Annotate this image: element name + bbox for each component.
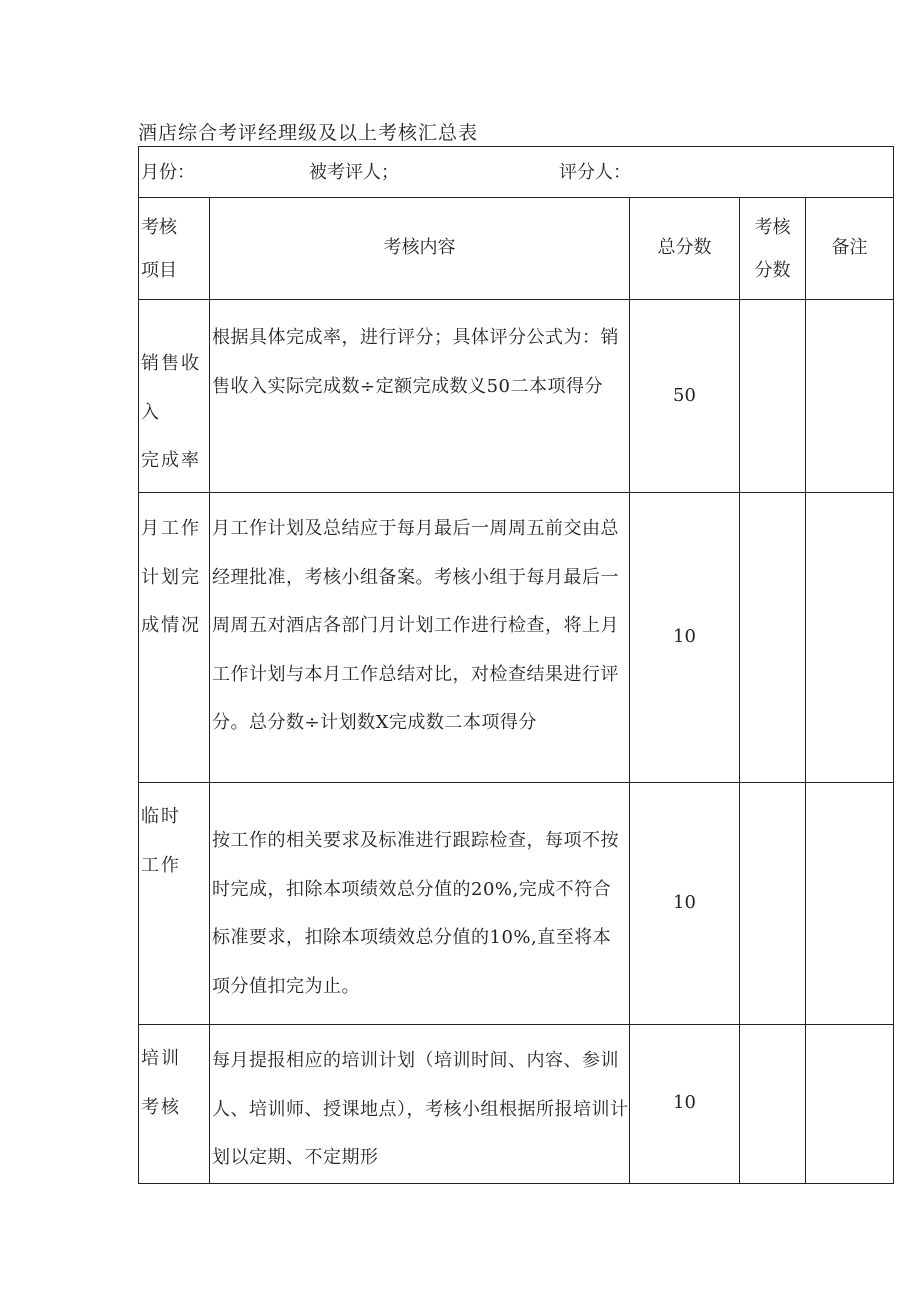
header-item-cell (139, 198, 210, 300)
item-line: 销售收 (141, 353, 201, 374)
item-line: 培训 (141, 1048, 181, 1069)
content-cell (210, 493, 630, 783)
content-cell (210, 300, 630, 493)
assessment-table (138, 146, 894, 1184)
item-cell (139, 300, 210, 493)
header-content-cell (210, 198, 630, 300)
table-row (139, 300, 894, 493)
scorer-label: 评分人： (559, 162, 631, 183)
score-cell (740, 300, 806, 493)
header-item-line2: 项目 (141, 260, 177, 282)
item-cell (139, 493, 210, 783)
total-score: 10 (673, 1092, 696, 1114)
content-cell (210, 1025, 630, 1184)
content-text: 按工作的相关要求及标准进行跟踪检查，每项不按时完成，扣除本项绩效总分值的20%,完成不符合标准要求，扣除本项绩效总分值的10%,直至将本项分值扣完为止。 (212, 830, 619, 997)
header-total-cell (630, 198, 740, 300)
item-line: 月工作 (141, 518, 201, 539)
header-score-cell (740, 198, 806, 300)
item-line: 入 (141, 401, 161, 423)
header-remark: 备注 (831, 237, 868, 259)
month-label: 月份： (141, 162, 195, 183)
item-line: 工作 (141, 854, 181, 876)
total-score: 50 (673, 384, 696, 406)
remark-cell (806, 783, 894, 1025)
header-remark-cell (806, 198, 894, 300)
table-row (139, 1025, 894, 1184)
total-cell (630, 300, 740, 493)
meta-row (139, 147, 894, 198)
score-cell (740, 493, 806, 783)
item-line: 完成率 (141, 450, 201, 472)
total-score: 10 (673, 892, 696, 914)
score-cell (740, 783, 806, 1025)
total-cell (630, 783, 740, 1025)
item-cell (139, 783, 210, 1025)
remark-cell (806, 300, 894, 493)
header-row (139, 198, 894, 300)
header-item-line1: 考核 (141, 217, 177, 238)
content-text: 月工作计划及总结应于每月最后一周周五前交由总经理批准，考核小组备案。考核小组于每月最后一周周五对酒店各部门月计划工作进行检查，将上月工作计划与本月工作总结对比，对检查结果进行评分。总分数÷计划数X完成数二本项得分 (212, 518, 619, 734)
item-line: 计划完 (141, 566, 201, 588)
content-text: 根据具体完成率，进行评分；具体评分公式为：销售收入实际完成数÷定额完成数义50二本项得分 (212, 327, 619, 397)
header-content: 考核内容 (383, 237, 456, 259)
header-total: 总分数 (657, 237, 712, 259)
header-score-line2: 分数 (754, 260, 791, 282)
total-score: 10 (673, 626, 696, 648)
content-text: 每月提报相应的培训计划（培训时间、内容、参训人、培训师、授课地点），考核小组根据所报培训计划以定期、不定期形 (212, 1050, 629, 1169)
remark-cell (806, 1025, 894, 1184)
total-cell (630, 1025, 740, 1184)
document-title: 酒店综合考评经理级及以上考核汇总表 (138, 122, 479, 144)
content-cell (210, 783, 630, 1025)
meta-cell (139, 147, 894, 198)
score-cell (740, 1025, 806, 1184)
table-row (139, 493, 894, 783)
total-cell (630, 493, 740, 783)
item-line: 考核 (141, 1096, 181, 1118)
item-cell (139, 1025, 210, 1184)
remark-cell (806, 493, 894, 783)
item-line: 临时 (141, 806, 181, 827)
assessee-label: 被考评人； (309, 162, 399, 183)
table-row (139, 783, 894, 1025)
item-line: 成情况 (141, 615, 201, 637)
header-score-line1: 考核 (754, 217, 791, 238)
